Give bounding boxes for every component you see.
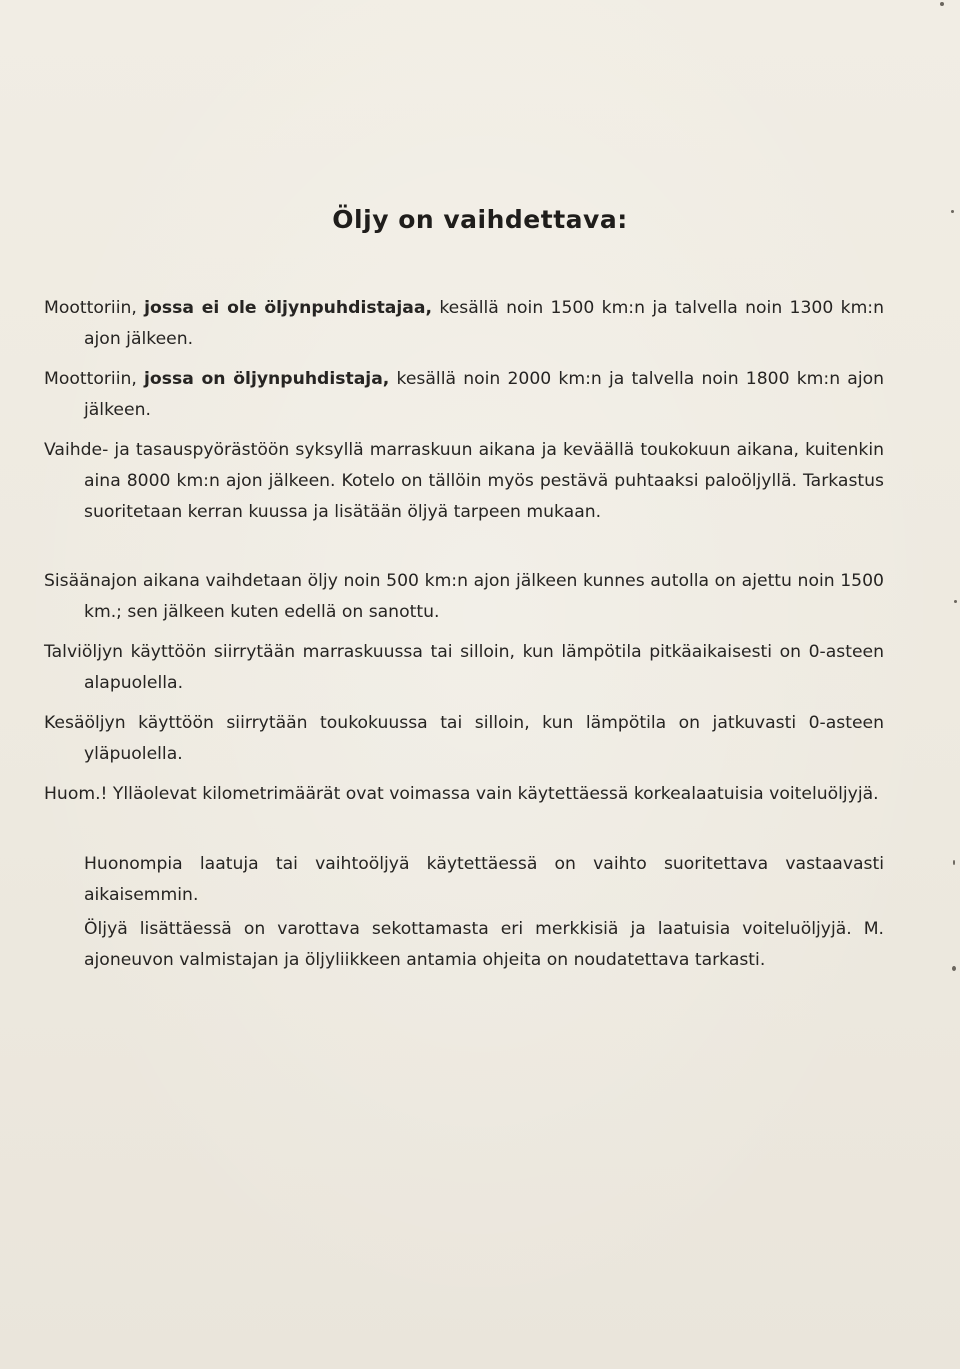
- paper-speck: [952, 966, 956, 971]
- paragraph-body-text: kesällä noin 2000 km:n ja talvella noin 1800 km:n ajon jälkeen.: [84, 369, 885, 420]
- paragraph-bold-text: jossa ei ole öljynpuhdistajaa,: [144, 298, 433, 318]
- paragraph-lower-quality: Huonompia laatuja tai vaihtoöljyä käytettäessä on vaihto suoritettava vastaavasti aikaisemmin.: [84, 854, 884, 905]
- paper-speck: [951, 210, 954, 213]
- paragraph-winter-oil: Talviöljyn käyttöön siirrytään marraskuussa tai silloin, kun lämpötila pitkäaikaisesti on 0-asteen alapuolella.: [44, 642, 884, 693]
- paragraph-break-in: Sisäänajon aikana vaihdetaan öljy noin 500 km:n ajon jälkeen kunnes autolla on ajettu noin 1500 km.; sen jälkeen kuten edellä on sanottu.: [44, 571, 884, 622]
- paragraph-bold-text: jossa on öljynpuhdistaja,: [144, 369, 390, 389]
- paper-speck: [940, 2, 944, 6]
- paragraph-body-text: kesällä noin 1500 km:n ja talvella noin 1300 km:n ajon jälkeen.: [84, 298, 884, 349]
- paper-speck: [953, 860, 955, 865]
- paragraph-lead-text: Moottoriin,: [44, 298, 145, 318]
- paragraph-note: Huom.! Ylläolevat kilometrimäärät ovat voimassa vain käytettäessä korkealaatuisia voiteluöljyjä.: [44, 784, 879, 804]
- page-title: Öljy on vaihdettava:: [332, 205, 628, 234]
- paragraph-lead-text: Moottoriin,: [44, 369, 145, 389]
- paragraph-adding-oil: Öljyä lisättäessä on varottava sekottamasta eri merkkisiä ja laatuisia voiteluöljyjä. M. ajoneuvon valmistajan ja öljyliikkeen antamia ohjeita on noudatettava tarkasti.: [84, 919, 884, 970]
- paragraph-gearbox: Vaihde- ja tasauspyörästöön syksyllä marraskuun aikana ja keväällä toukokuun aikana, kuitenkin aina 8000 km:n ajon jälkeen. Kotelo on tällöin myös pestävä puhtaaksi paloöljyllä. Tarkastus suoritetaan kerran kuussa ja lisätään öljyä tarpeen mukaan.: [44, 440, 884, 522]
- paper-speck: [954, 600, 957, 603]
- paragraph-engine-with-filter: [44, 364, 884, 426]
- paragraph-engine-without-filter: [44, 293, 884, 355]
- paragraph-summer-oil: Kesäöljyn käyttöön siirrytään toukokuussa tai silloin, kun lämpötila on jatkuvasti 0-asteen yläpuolella.: [44, 713, 884, 764]
